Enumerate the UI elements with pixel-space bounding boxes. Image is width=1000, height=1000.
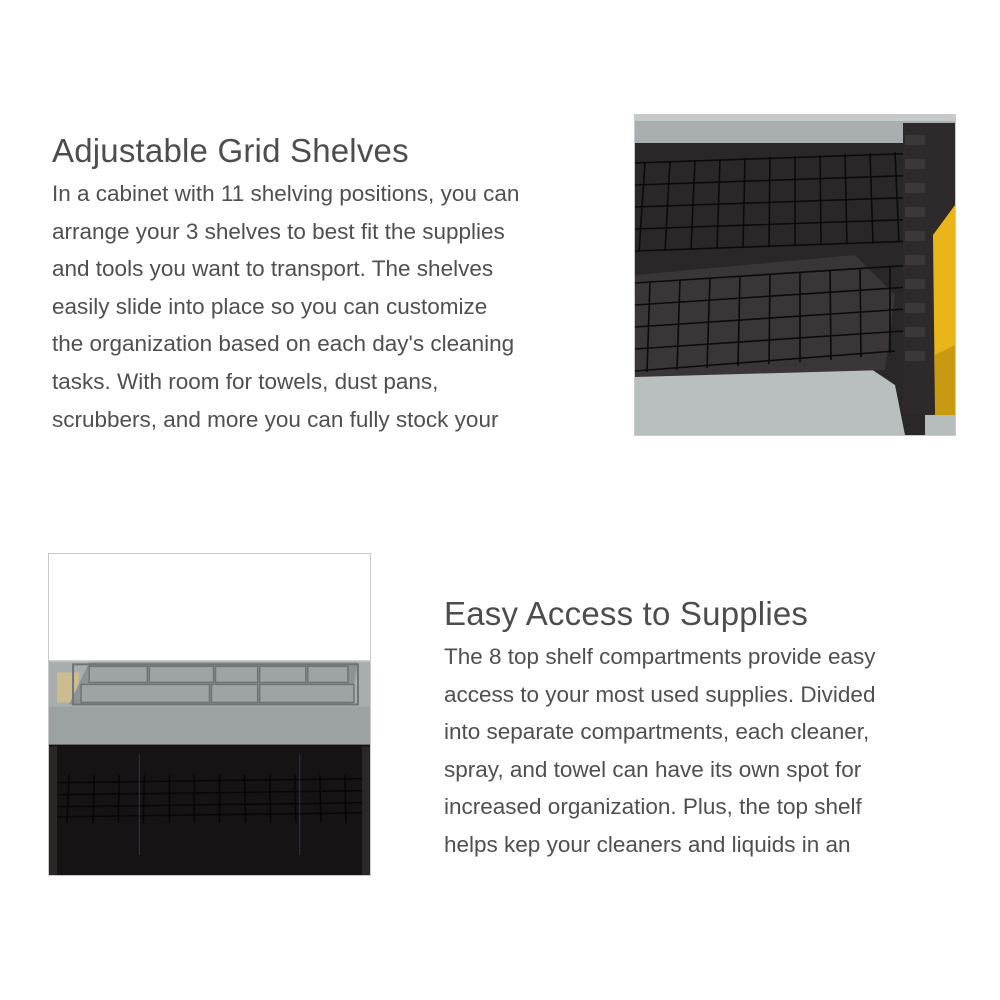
description-line: the organization based on each day's cleaning — [52, 331, 515, 357]
description-line: access to your most used supplies. Divided — [444, 681, 876, 707]
feature-description — [444, 638, 964, 864]
description-line: increased organization. Plus, the top shelf — [444, 794, 862, 820]
description-line: and tools you want to transport. The shelves — [52, 256, 494, 282]
cabinet-top-tray-illustration — [49, 554, 370, 875]
feature-title: Easy Access to Supplies — [444, 595, 809, 632]
feature-description — [52, 175, 612, 438]
description-line: In a cabinet with 11 shelving positions, you can — [52, 181, 520, 206]
feature-title: Adjustable Grid Shelves — [52, 132, 409, 169]
description-line: scrubbers, and more you can fully stock your — [52, 406, 499, 432]
description-line: tasks. With room for towels, dust pans, — [52, 368, 439, 394]
description-line: easily slide into place so you can customize — [52, 293, 488, 319]
description-line: into separate compartments, each cleaner, — [444, 719, 870, 745]
feature-adjustable-grid-shelves — [52, 131, 612, 438]
top-shelf-compartments-photo — [48, 553, 371, 876]
description-line: The 8 top shelf compartments provide easy — [444, 644, 876, 669]
description-line: spray, and towel can have its own spot for — [444, 756, 862, 782]
grid-shelves-photo — [634, 114, 956, 436]
cabinet-shelves-illustration — [635, 115, 955, 435]
description-line: helps kep your cleaners and liquids in an — [444, 831, 851, 857]
feature-easy-access-to-supplies — [444, 594, 964, 864]
description-line: arrange your 3 shelves to best fit the supplies — [52, 218, 505, 244]
